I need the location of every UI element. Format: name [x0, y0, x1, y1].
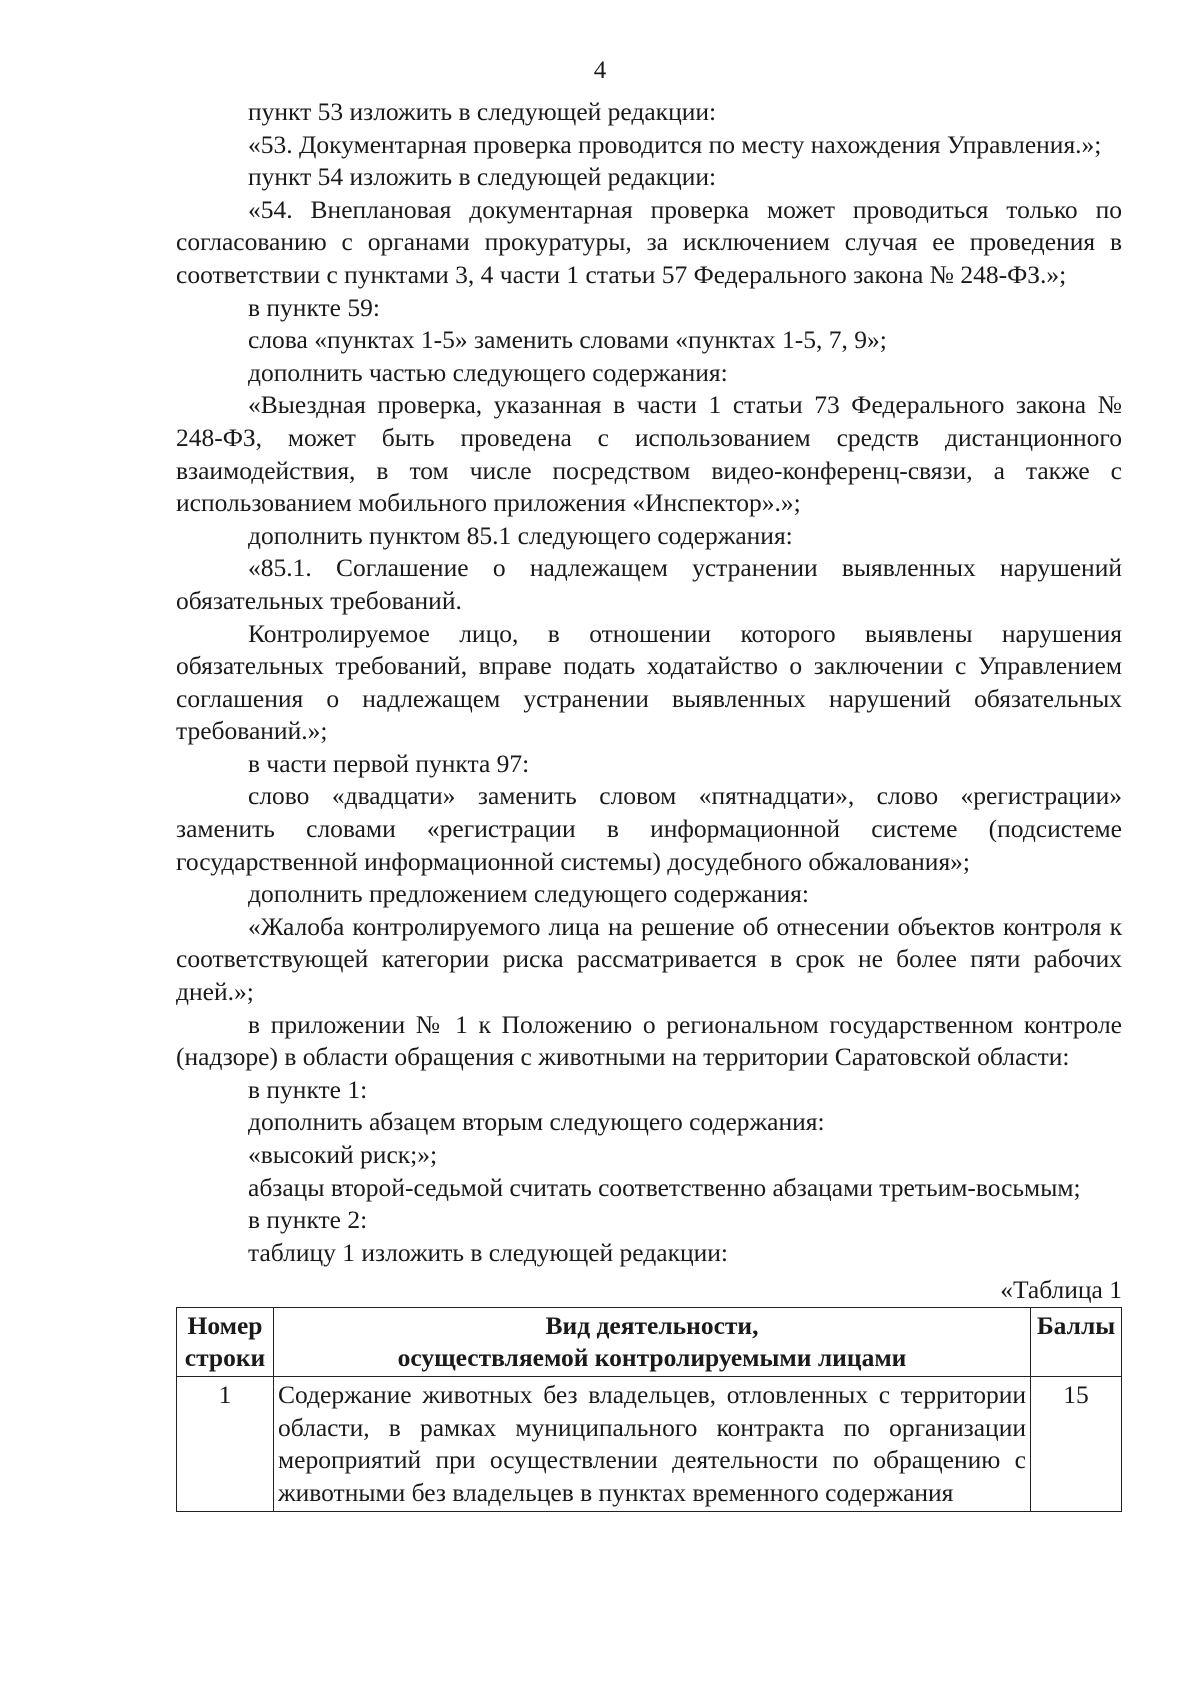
paragraph: слова «пунктах 1-5» заменить словами «пунктах 1-5, 7, 9»; [248, 325, 887, 355]
paragraph: в пункте 2: [248, 1205, 368, 1235]
paragraph: «Жалоба контролируемого лица на решение об отнесении объектов контроля к соответствующей категории риска рассматривается в срок не более пяти рабочих дней.»; [176, 911, 1122, 1007]
header-activity-line2: осуществляемой контролируемыми лицами [397, 1343, 907, 1373]
paragraph: абзацы второй-седьмой считать соответственно абзацами третьим-восьмым; [248, 1172, 1081, 1202]
paragraph: в пункте 59: [248, 292, 380, 322]
row-number-cell: 1 [177, 1377, 274, 1512]
paragraph: «54. Внеплановая документарная проверка может проводиться только по согласованию с органами прокуратуры, за исключением случая ее проведения в соответствии с пунктами 3, 4 части 1 статьи 57 Федерального закона № 248-ФЗ.»; [176, 194, 1122, 289]
table-row [177, 1377, 1122, 1512]
points-cell: 15 [1031, 1377, 1122, 1512]
header-row-number-line2: строки [184, 1343, 266, 1373]
paragraph: Контролируемое лицо, в отношении которого выявлены нарушения обязательных требований, вправе подать ходатайство о заключении с Управлением соглашения о надлежащем устранении выявленных нарушений обязательных требований.»; [176, 618, 1122, 746]
header-activity [274, 1308, 1031, 1377]
table-caption: «Таблица 1 [1000, 1275, 1122, 1305]
header-points: Баллы [1031, 1308, 1122, 1377]
page-number: 4 [593, 57, 607, 84]
paragraph: «53. Документарная проверка проводится по месту нахождения Управления.»; [248, 129, 1102, 159]
paragraph: в части первой пункта 97: [248, 748, 530, 778]
paragraph: дополнить абзацем вторым следующего содержания: [248, 1107, 825, 1137]
paragraph: «85.1. Соглашение о надлежащем устранении выявленных нарушений обязательных требований. [176, 553, 1122, 615]
paragraph: дополнить пунктом 85.1 следующего содержания: [248, 520, 793, 550]
paragraph: дополнить частью следующего содержания: [248, 357, 728, 387]
document-body [176, 96, 1122, 1512]
paragraph: «Выездная проверка, указанная в части 1 статьи 73 Федерального закона № 248-ФЗ, может быть проведена с использованием средств дистанционного взаимодействия, в том числе посредством видео-конференц-связи, а также с использованием мобильного приложения «Инспектор».»; [176, 390, 1122, 518]
paragraph: слово «двадцати» заменить словом «пятнадцати», слово «регистрации» заменить словами «регистрации в информационной системе (подсистеме государственной информационной системы) досудебного обжалования»; [176, 781, 1122, 876]
header-row-number [177, 1308, 274, 1377]
activity-cell: Содержание животных без владельцев, отловленных с территории области, в рамках муниципального контракта по организации мероприятий при осуществлении деятельности по обращению с животными без владельцев в пунктах временного содержания [274, 1377, 1031, 1512]
paragraph: таблицу 1 изложить в следующей редакции: [248, 1237, 728, 1267]
paragraph: пункт 53 изложить в следующей редакции: [248, 97, 717, 126]
header-row-number-line1: Номер [187, 1311, 263, 1341]
paragraph: «высокий риск;»; [248, 1140, 438, 1169]
paragraph: дополнить предложением следующего содержания: [248, 879, 809, 909]
paragraph: в приложении № 1 к Положению о региональном государственном контроле (надзоре) в области обращения с животными на территории Саратовской области: [176, 1009, 1122, 1072]
risk-points-table [176, 1307, 1122, 1512]
header-activity-line1: Вид деятельности, [545, 1311, 759, 1341]
paragraph: пункт 54 изложить в следующей редакции: [248, 162, 717, 192]
table-header-row [177, 1308, 1122, 1377]
paragraph: в пункте 1: [248, 1074, 368, 1104]
